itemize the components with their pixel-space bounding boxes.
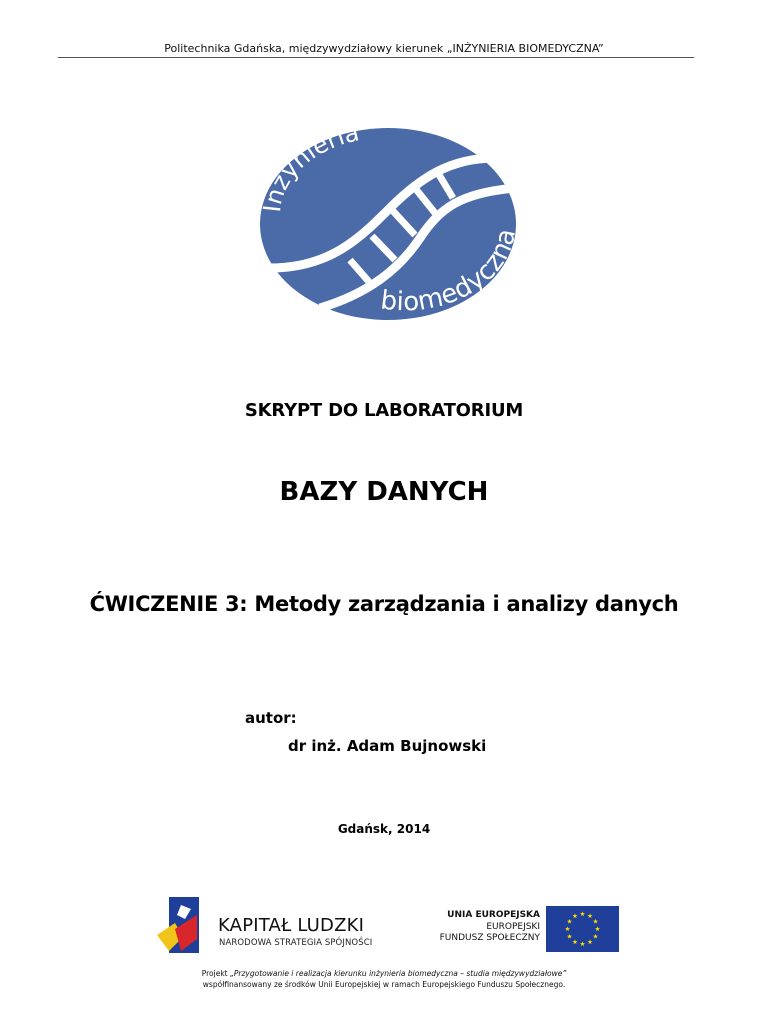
header-institution: Politechnika Gdańska, międzywydziałowy kierunek „INŻYNIERIA BIOMEDYCZNA” xyxy=(164,42,604,55)
eu-line2: EUROPEJSKI xyxy=(486,921,540,932)
eu-line1: UNIA EUROPEJSKA xyxy=(447,910,540,920)
logo-text-bottom: biomedyczna xyxy=(378,226,523,318)
footer-project-name: „Przygotowanie i realizacja kierunku inżynieria biomedyczna – studia międzywydziałowe” xyxy=(230,969,567,978)
place-date: Gdańsk, 2014 xyxy=(337,822,431,836)
header-divider xyxy=(58,57,694,58)
eu-fund-text xyxy=(400,910,540,945)
footer-funding-line: współfinansowany ze środków Unii Europejskiej w ramach Europejskiego Funduszu Społecznego. xyxy=(202,979,566,989)
kapital-ludzki-title: KAPITAŁ LUDZKI xyxy=(218,915,365,936)
inzynieria-biomedyczna-logo xyxy=(250,118,530,330)
exercise-title: ĆWICZENIE 3: Metody zarządzania i analizy danych xyxy=(89,592,679,616)
eu-flag-icon xyxy=(546,906,619,952)
author-label: autor: xyxy=(245,709,297,727)
course-title: BAZY DANYCH xyxy=(279,477,489,507)
footer-prefix: Projekt xyxy=(201,969,230,978)
eu-line3: FUNDUSZ SPOŁECZNY xyxy=(439,933,540,943)
footer-project-note xyxy=(0,969,768,990)
document-subtitle: SKRYPT DO LABORATORIUM xyxy=(244,400,524,421)
kapital-ludzki-subtitle: NARODOWA STRATEGIA SPÓJNOŚCI xyxy=(219,938,373,948)
logo-text-top: Inżynieria xyxy=(258,118,362,214)
author-name: dr inż. Adam Bujnowski xyxy=(288,737,487,755)
